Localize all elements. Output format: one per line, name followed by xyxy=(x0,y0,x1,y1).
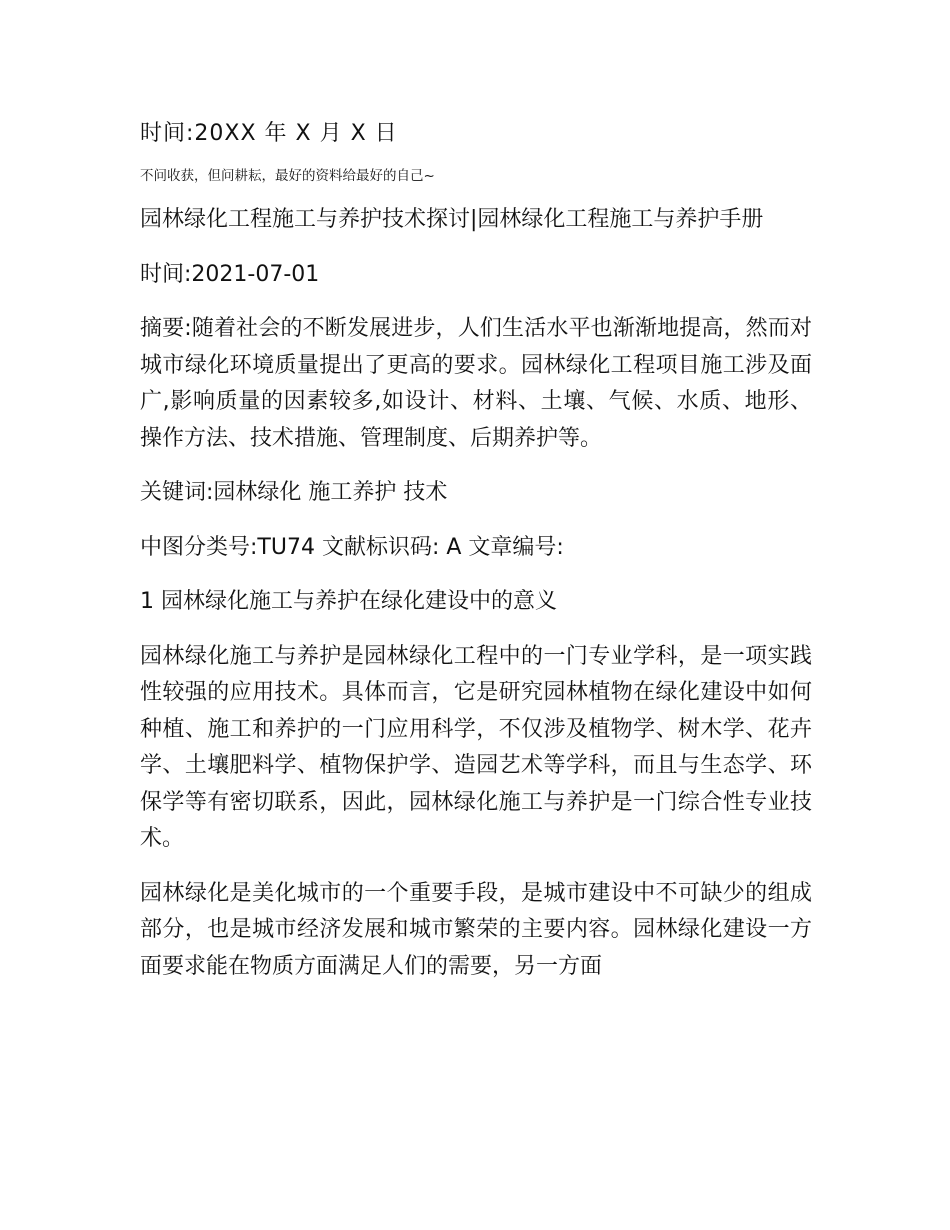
date-line: 时间:20XX 年 X 月 X 日 xyxy=(140,121,398,146)
paragraph: 园林绿化是美化城市的一个重要手段，是城市建设中不可缺少的组成部分，也是城市经济发展和城市繁荣的主要内容。园林绿化建设一方面要求能在物质方面满足人们的需要，另一方面 xyxy=(140,880,812,979)
document-page xyxy=(140,112,812,1001)
motto: 不问收获，但问耕耘，最好的资料给最好的自己~ xyxy=(140,168,435,184)
section-heading: 1 园林绿化施工与养护在绿化建设中的意义 xyxy=(140,589,557,614)
paragraph: 园林绿化施工与养护是园林绿化工程中的一门专业学科，是一项实践性较强的应用技术。具体而言，它是研究园林植物在绿化建设中如何种植、施工和养护的一门应用科学，不仅涉及植物学、树木学、花卉学、土壤肥料学、植物保护学、造园艺术等学科，而且与生态学、环保学等有密切联系，因此，园林绿化施工与养护是一门综合性专业技术。 xyxy=(140,643,812,851)
classification: 中图分类号:TU74 文献标识码: A 文章编号: xyxy=(140,534,564,560)
abstract: 摘要:随着社会的不断发展进步，人们生活水平也渐渐地提高，然而对城市绿化环境质量提出了更高的要求。园林绿化工程项目施工涉及面广,影响质量的因素较多,如设计、材料、土壤、气候、水质、地形、操作方法、技术措施、管理制度、后期养护等。 xyxy=(140,316,812,451)
article-title: 园林绿化工程施工与养护技术探讨|园林绿化工程施工与养护手册 xyxy=(140,207,764,232)
article-time: 时间:2021-07-01 xyxy=(140,261,320,287)
keywords: 关键词:园林绿化 施工养护 技术 xyxy=(140,480,448,505)
